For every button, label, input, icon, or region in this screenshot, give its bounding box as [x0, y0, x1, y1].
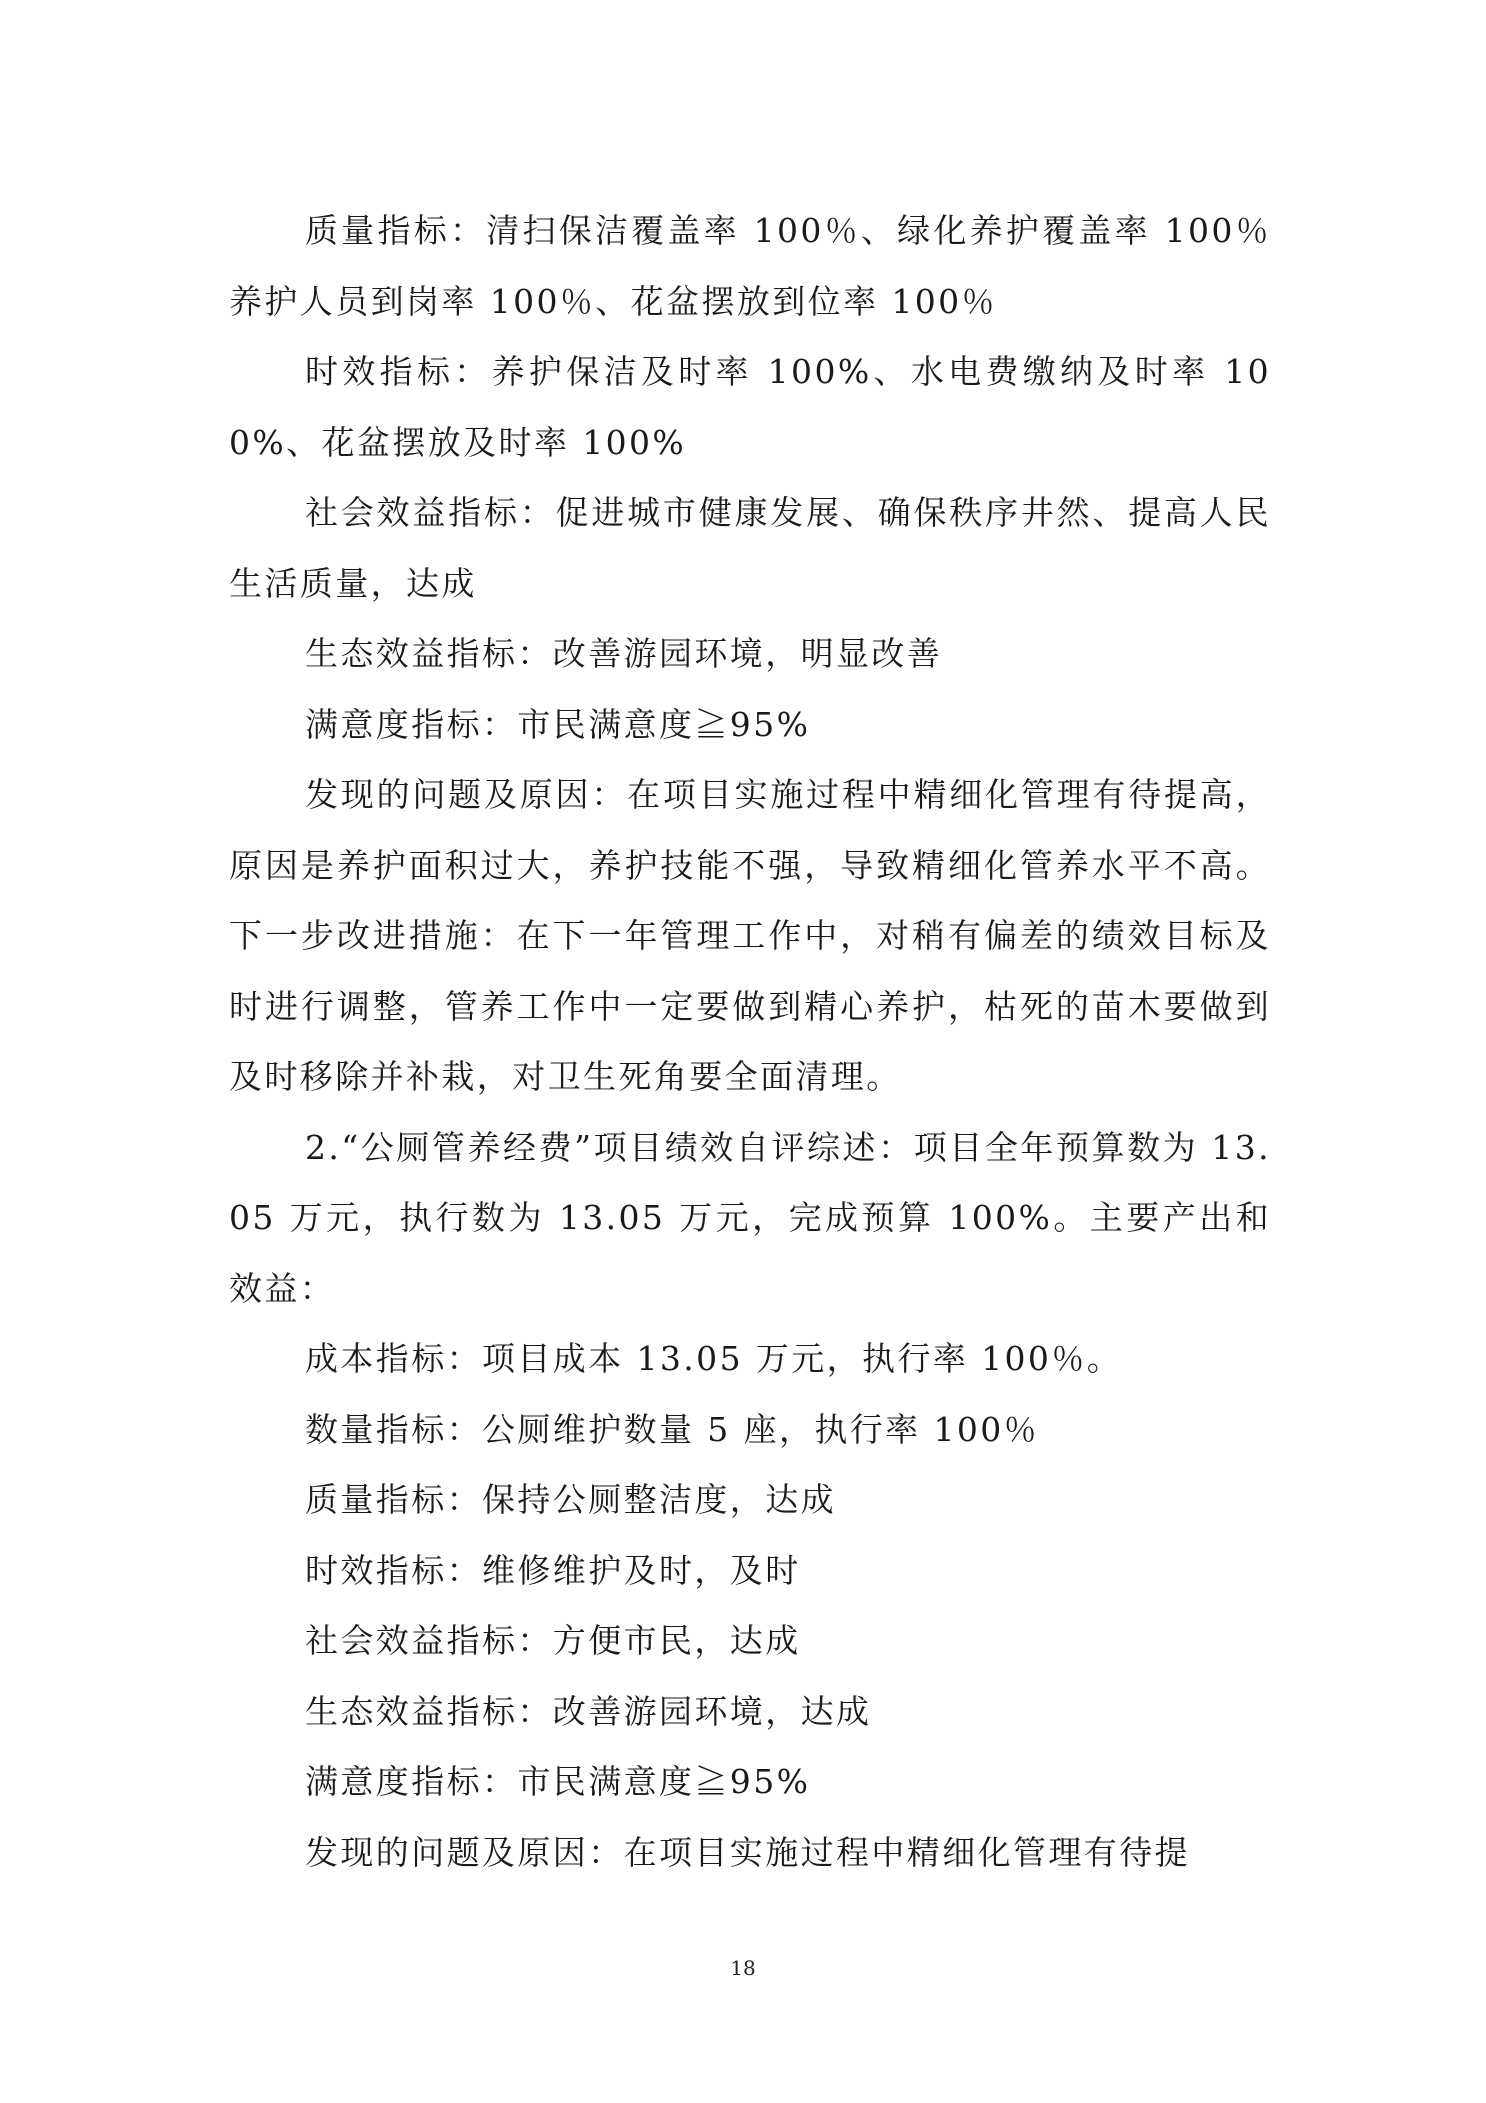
paragraph-toilet-quality-indicator: 质量指标：保持公厕整洁度，达成 [305, 1480, 836, 1519]
paragraph-toilet-problems-and-causes: 发现的问题及原因：在项目实施过程中精细化管理有待提 [305, 1832, 1190, 1872]
paragraph-toilet-satisfaction-indicator: 满意度指标：市民满意度≧95% [305, 1762, 811, 1801]
paragraph-social-benefit-indicator: 社会效益指标：促进城市健康发展、确保秩序井然、提高人民生活质量，达成 [229, 493, 1271, 603]
paragraph-quality-indicator: 质量指标：清扫保洁覆盖率 100％、绿化养护覆盖率 100％养护人员到岗率 100％、花盆摆放到位率 100％ [229, 211, 1271, 321]
paragraph-toilet-social-benefit-indicator: 社会效益指标：方便市民，达成 [305, 1621, 801, 1660]
paragraph-toilet-timeliness-indicator: 时效指标：维修维护及时，及时 [305, 1550, 801, 1590]
paragraph-problems-and-causes: 发现的问题及原因：在项目实施过程中精细化管理有待提高，原因是养护面积过大，养护技能不强，导致精细化管养水平不高。下一步改进措施：在下一年管理工作中，对稍有偏差的绩效目标及时进行调整，管养工作中一定要做到精心养护，枯死的苗木要做到及时移除并补栽，对卫生死角要全面清理。 [229, 775, 1271, 1096]
page-number: 18 [730, 1956, 756, 1980]
paragraph-cost-indicator: 成本指标：项目成本 13.05 万元，执行率 100％。 [305, 1339, 1123, 1378]
paragraph-satisfaction-indicator: 满意度指标：市民满意度≧95% [305, 704, 811, 744]
paragraph-quantity-indicator: 数量指标：公厕维护数量 5 座，执行率 100％ [305, 1409, 1040, 1449]
paragraph-toilet-ecological-benefit-indicator: 生态效益指标：改善游园环境，达成 [305, 1691, 872, 1731]
paragraph-ecological-benefit-indicator: 生态效益指标：改善游园环境，明显改善 [305, 634, 943, 673]
document-body [229, 196, 1271, 1888]
paragraph-toilet-project-summary: 2.“公厕管养经费”项目绩效自评综述：项目全年预算数为 13.05 万元，执行数为 13.05 万元，完成预算 100%。主要产出和效益： [229, 1127, 1271, 1308]
paragraph-timeliness-indicator: 时效指标：养护保洁及时率 100%、水电费缴纳及时率 100%、花盆摆放及时率 100% [229, 352, 1271, 462]
